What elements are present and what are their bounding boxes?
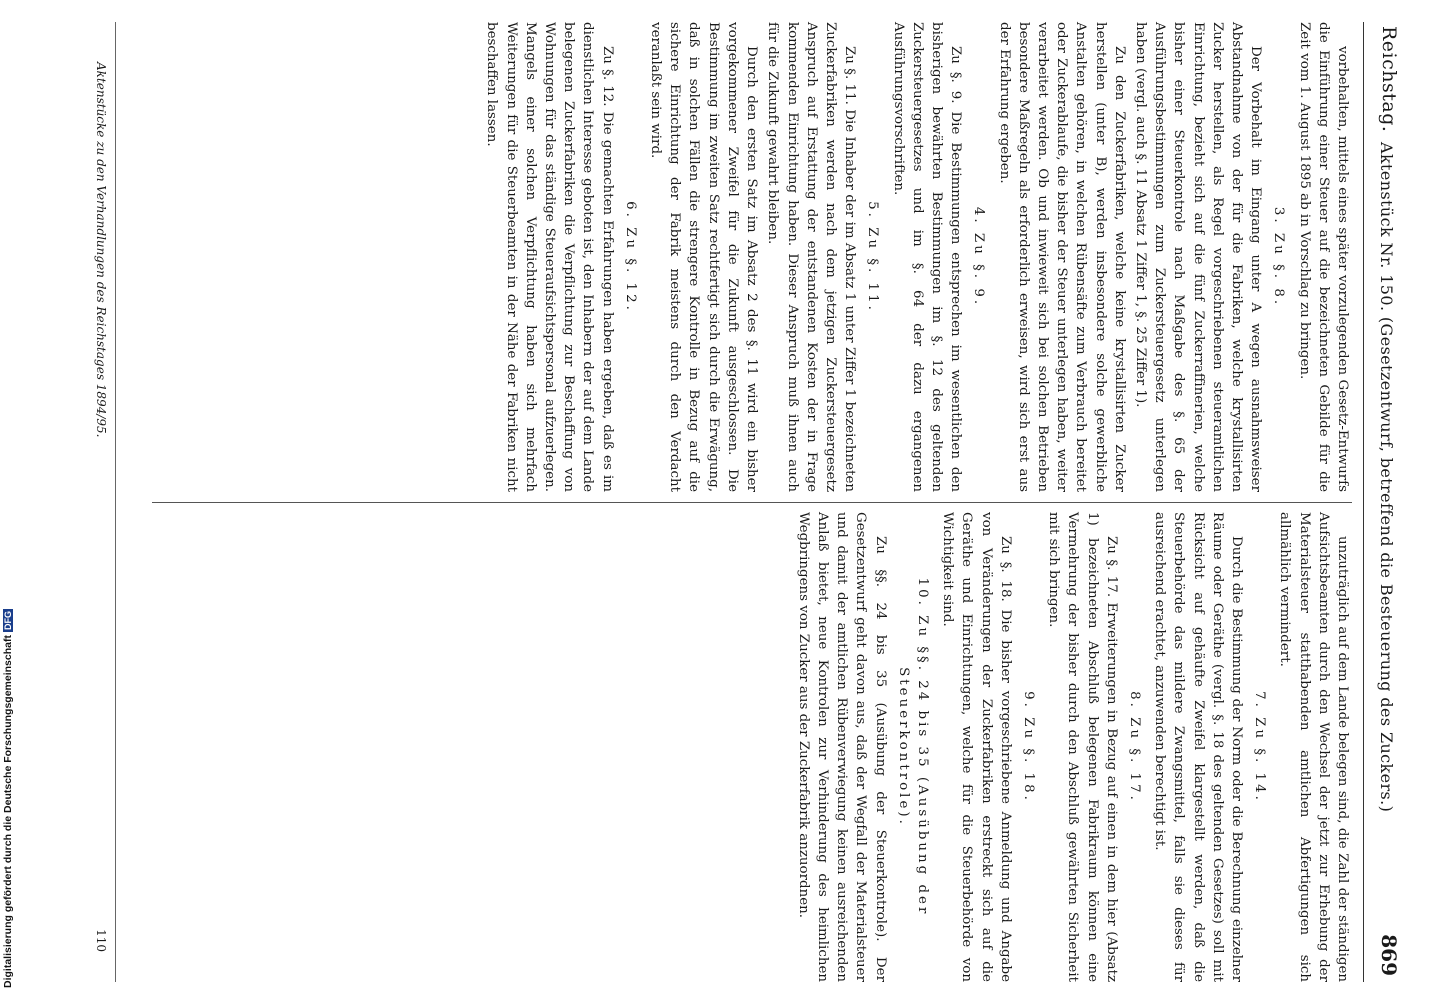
section-heading: 4. Zu §. 9. [971, 206, 987, 308]
digitization-credit [2, 608, 14, 988]
section-heading: 9. Zu §. 18. [1020, 691, 1036, 803]
section-heading: 3. Zu §. 8. [1271, 206, 1287, 308]
section-heading: 5. Zu §. 11. [865, 201, 881, 313]
paragraph: Durch den ersten Satz im Absatz 2 des §. 11 wird ein bisher vorgekommener Zweifel für die Zukunft ausgeschlossen. Die Bestimmung im zweiten Satz rechtfertigt sich durch die Erwägung, daß in solchen Fällen die strengere Kontrolle in Bezug auf die sichere Einrichtung der Fabrik meistens durch den Verdacht veranlaßt sein wird. [648, 22, 760, 492]
paragraph: Zu §. 12. Die gemachten Erfahrungen haben ergeben, daß es im dienstlichen Interesse geboten ist, den Inhabern der auf dem Lande belegenen Zuckerfabriken die Verpflichtung zur Beschaffung von Wohnungen für das ständige Steueraufsichtspersonal aufzuerlegen. Mangels einer solchen Verpflichtung haben sich mehrfach Weiterungen für die Steuerbeamten in der Nähe der Fabriken nicht beschaffen lassen. [484, 22, 615, 492]
footer-rule [115, 22, 116, 982]
paragraph: vorbehalten, mittels eines später vorzulegenden Gesetz-Entwurfs die Einführung einer Steuer auf die bezeichneten Gebilde für die Zeit vom 1. August 1895 ab in Vorschlag zu bringen. [1296, 22, 1350, 492]
column-divider [152, 502, 1352, 503]
paragraph: Zu §. 11. Die Inhaber der im Absatz 1 unter Ziffer 1 bezeichneten Zuckerfabriken werden nach dem jetzigen Zuckersteuergesetz Anspruch auf Erstattung der entstandenen Kosten der in Frage kommenden Einrichtung haben. Dieser Anspruch muß ihnen auch für die Zukunft gewahrt bleiben. [765, 22, 858, 492]
credit-text: Digitalisierung gefördert durch die Deutsche Forschungsgemeinschaft [2, 635, 14, 988]
paragraph: Der Vorbehalt im Eingang unter A wegen ausnahmsweiser Abstandnahme von der für die Fabriken, welche krystallisirten Zucker herstellen, als Regel vorgeschriebenen steueramtlichen Einrichtung, bezieht sich auf die fünf Zuckerraffinerien, welche bisher einer Steuerkontrole nach Maßgabe des §. 65 der Ausführungsbestimmungen zum Zuckersteuergesetz unterlegen haben (vergl. auch §. 11 Absatz 1 Ziffer 1, §. 25 Ziffer 1). [1132, 22, 1264, 492]
page-header [1372, 22, 1401, 982]
right-column [792, 512, 1352, 982]
paragraph: Zu den Zuckerfabriken, welche keine krystallisirten Zucker herstellen (unter B), werden insbesondere solche gewerbliche Anstalten gehören, in welchen Rübensäfte zum Verbrauch bereitet oder Zuckerablaufe, die bisher der Steuer unterlegen haben, weiter verarbeitet werden. Ob und inwieweit sich bei solchen Betrieben besondere Maßregeln als erforderlich erweisen, wird sich erst aus der Erfahrung ergeben. [996, 22, 1127, 492]
rotated-document-page [58, 22, 1401, 982]
header-left: Reichstag. [1378, 26, 1400, 133]
header-title: Aktenstück Nr. 150. (Gesetzentwurf, betreffend die Besteuerung des Zuckers.) [1377, 142, 1396, 813]
paragraph: unzuträglich auf dem Lande belegen sind, die Zahl der ständigen Aufsichtsbeamten durch den Wechsel der jetzt zur Erhebung der Materialsteuer statthabenden amtlichen Abfertigungen sich allmählich vermindert. [1277, 512, 1350, 982]
section-heading: 8. Zu §. 17. [1126, 691, 1142, 803]
page-footer [86, 22, 110, 982]
section-heading: 6. Zu §. 12. [622, 201, 638, 313]
left-column [480, 22, 1352, 492]
paragraph: Durch die Bestimmung der Norm oder die Berechnung einzelner Räume oder Geräthe (vergl. §. 18 des geltenden Gesetzes) soll mit Rücksicht auf gehäufte Zweifel klargestellt werden, daß die Steuerbehörde das mildere Zwangsmittel, falls sie dieses für ausreichend erachtet, anzuwenden berechtigt ist. [1152, 512, 1244, 982]
section-heading: 7. Zu §. 14. [1252, 691, 1268, 803]
paragraph: Zu §. 17. Erweiterungen in Bezug auf einen in dem hier (Absatz 1) bezeichneten Abschluß belegenen Fabrikraum können eine Vermehrung der bisher durch den Abschluß gewährten Sicherheit mit sich bringen. [1046, 512, 1119, 982]
footer-number: 110 [94, 929, 108, 952]
paragraph: Zu §. 18. Die bisher vorgeschriebene Anmeldung und Angabe von Veränderungen der Zuckerfabriken erstreckt sich auf die Geräthe und Einrichtungen, welche für die Steuerbehörde von Wichtigkeit sind. [940, 512, 1013, 982]
paragraph: Zu §. 9. Die Bestimmungen entsprechen im wesentlichen den bisherigen bewährten Bestimmungen im §. 12 des geltenden Zuckersteuergesetzes und im §. 64 der dazu ergangenen Ausführungsvorschriften. [890, 22, 964, 492]
page-number: 869 [1377, 934, 1401, 976]
header-rule [1363, 22, 1364, 982]
footer-source: Aktenstücke zu den Verhandlungen des Reichstages 1894/95. [94, 62, 108, 438]
section-heading: 10. Zu §§. 24 bis 35 (Ausübung der Steuerkontrole). [895, 577, 930, 917]
paragraph: Zu §§. 24 bis 35 (Ausübung der Steuerkontrole). Der Gesetzentwurf geht davon aus, daß der Wegfall der Materialsteuer und damit der amtlichen Rübenverwiegung keinen ausreichenden Anlaß bietet, neue Kontrolen zur Verhinderung des heimlichen Wegbringens von Zucker aus der Zuckerfabrik anzuordnen. [795, 512, 888, 982]
dfg-logo: DFG [3, 611, 13, 631]
digitization-sidebar [0, 0, 32, 1000]
